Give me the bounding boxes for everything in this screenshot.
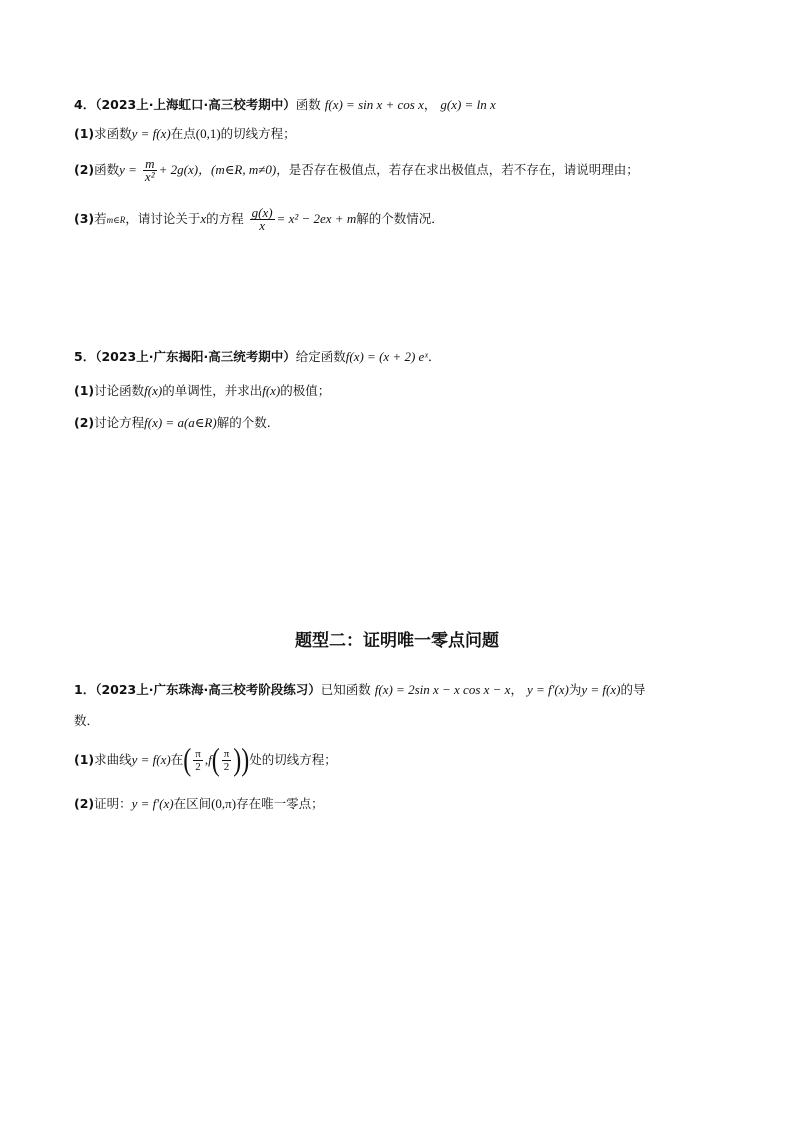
text: ，请讨论关于 [125,211,201,226]
denominator: x² [144,169,155,184]
math: ，(m∈R, m≠0) [198,162,277,177]
text: 求曲线 [94,752,132,767]
numerator: π [223,748,230,760]
math: f(x) [144,383,163,398]
text: ，是否存在极值点，若存在求出极值点，若不存在，请说明理由； [276,162,639,177]
text: 的极值； [280,383,331,398]
math: y = f′(x) [526,682,569,697]
math-fx: f(x) = (x + 2) eˣ [345,349,428,364]
text: 若 [94,211,107,226]
text: 函数 [94,162,120,177]
math: = x² − 2ex + m [276,211,357,226]
text: 在区间 [173,796,212,811]
paren-close: ) [233,743,242,778]
text: 存在唯一零点； [236,796,324,811]
sub-label: (2) [74,162,95,177]
text: 的单调性，并求出 [162,383,263,398]
problem-5-q2 [74,413,271,433]
paren-close: ) [241,743,250,778]
sub-label: (1) [74,752,95,767]
text: ． [427,349,441,364]
text: 函数 [295,97,321,112]
problem-source: （2023上·上海虹口·高三校考期中） [95,97,296,112]
denominator: 2 [195,761,201,773]
text: 解的个数. [216,415,271,430]
sub-label: (1) [74,126,95,141]
paren-open: ( [183,743,192,778]
math-fx: f(x) = sin x + cos x [324,97,424,112]
text: 数． [74,713,100,728]
text: 求函数 [94,126,132,141]
fraction [143,158,157,183]
problem-4-q1 [74,124,296,144]
problem-1-header-line2 [74,711,99,731]
numerator: g(x) [251,205,273,220]
problem-number: 4． [74,97,96,112]
text: 的切线方程； [220,126,296,141]
sub-label: (2) [74,415,95,430]
text: ， [510,682,523,697]
denominator: 2 [223,761,230,773]
problem-source: （2023上·广东珠海·高三校考阶段练习） [95,682,321,697]
problem-4-q3 [74,207,444,232]
math: f [208,752,212,767]
math: + 2g(x) [158,162,199,177]
section-title: 题型二：证明唯一零点问题 [295,631,499,651]
sub-label: (3) [74,211,95,226]
math: y = [119,162,137,177]
text: 给定函数 [295,349,346,364]
problem-number: 1． [74,682,96,697]
text: 已知函数 [320,682,371,697]
paren-open: ( [211,743,220,778]
math: f(x) = a(a∈R) [144,415,217,430]
fraction [193,748,203,773]
math: (0,1) [195,126,221,141]
text: 为 [568,682,582,697]
math: y = f(x) [131,126,171,141]
text: ， [423,97,437,112]
problem-4-q2 [74,158,639,183]
problem-1-q2 [74,794,324,814]
sub-label: (2) [74,796,95,811]
text: 在点 [170,126,196,141]
problem-1-q1 [74,743,337,778]
fraction [222,748,232,773]
numerator: π [195,748,201,760]
problem-number: 5． [74,349,96,364]
problem-5-q1 [74,381,330,401]
text: 的方程 [206,211,244,226]
math: x [200,211,207,226]
problem-4-header [74,95,496,115]
text: 讨论函数 [94,383,145,398]
text: 证明： [94,796,132,811]
problem-5-header [74,347,440,367]
text: 处的切线方程； [249,752,337,767]
numerator: m [143,158,157,171]
sub-label: (1) [74,383,95,398]
math: (0,π) [211,796,237,811]
fraction [250,207,275,232]
math-gx: g(x) = ln x [440,97,496,112]
math: y = f(x) [581,682,621,697]
math: f(x) [262,383,281,398]
problem-1-header [74,680,646,700]
text: 解的个数情况． [356,211,444,226]
math-fx: f(x) = 2sin x − x cos x − x [374,682,511,697]
math: , [204,752,209,767]
math: y = f′(x) [131,796,174,811]
math: m∈R [106,215,126,225]
text: 的导 [620,682,646,697]
denominator: x [259,218,265,233]
math: y = f(x) [131,752,171,767]
text: 讨论方程 [94,415,145,430]
problem-source: （2023上·广东揭阳·高三统考期中） [95,349,296,364]
text: 在 [170,752,184,767]
